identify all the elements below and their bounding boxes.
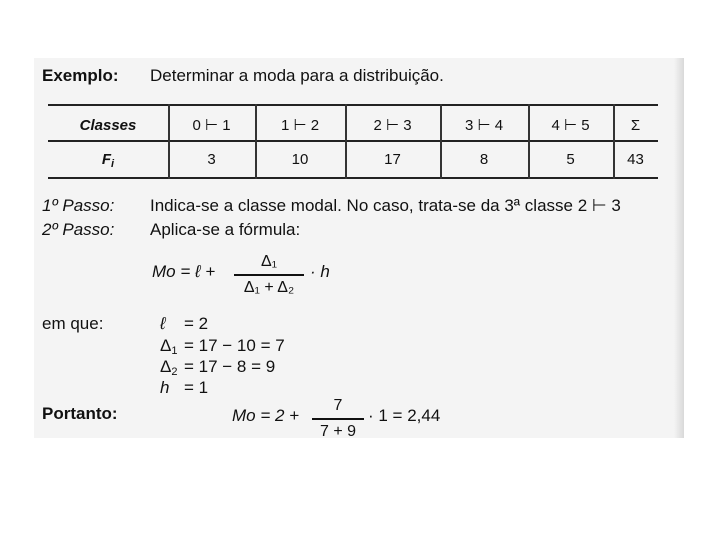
table-top-border [48,104,658,106]
formula-numerator: Δ₁ [260,253,278,270]
class-cell: 1 ⊢ 2 [280,117,320,134]
frequency-cell: 17 [384,151,401,168]
result-rhs: · 1 = 2,44 [368,406,441,425]
fraction-bar [234,274,304,276]
frequency-header: $F_i$ [101,151,115,170]
example-label: Exemplo: [42,66,119,85]
frequency-cell: 8 [479,151,489,168]
formula-rhs: · h [310,262,330,281]
page-edge-shadow [674,58,684,438]
formula-lhs: Mo = ℓ + [152,262,216,281]
result-lhs: Mo = 2 + [232,406,300,425]
classes-header: Classes [79,117,137,134]
where-line: $\Delta_2 = 17 - 8 = 9$ [160,357,276,378]
frequency-cell: 10 [291,151,309,168]
frequency-table [48,104,658,179]
total-cell: 43 [627,151,644,168]
formula-fraction [234,252,304,298]
class-cell: 0 ⊢ 1 [192,117,231,134]
class-cell: 2 ⊢ 3 [373,117,412,134]
frequency-cell: 5 [566,151,575,168]
where-line: ℓ = 2 [160,314,209,333]
where-label: em que: [42,314,104,333]
class-cell: 4 ⊢ 5 [551,117,590,134]
result-denominator: 7 + 9 [319,422,357,440]
where-line: h = 1 [160,378,209,397]
fraction-bar [312,418,364,420]
result-numerator: 7 [333,397,343,414]
result-fraction [312,396,364,442]
step1-text: Indica-se a classe modal. No caso, trata-se da 3ª classe 2 ⊢ 3 [150,196,621,215]
example-statement: Determinar a moda para a distribuição. [150,66,444,85]
sigma-cell: Σ [630,117,641,134]
step2-text: Aplica-se a fórmula: [150,220,301,239]
where-line: $\Delta_1 = 17 - 10 = 7$ [160,336,285,357]
class-cell: 3 ⊢ 4 [464,117,504,134]
frequency-cell: 3 [207,151,216,168]
result-label: Portanto: [42,404,118,423]
step1-label: 1º Passo: [42,196,115,215]
step2-label: 2º Passo: [42,220,115,239]
formula-denominator: Δ₁ + Δ₂ [243,278,295,296]
